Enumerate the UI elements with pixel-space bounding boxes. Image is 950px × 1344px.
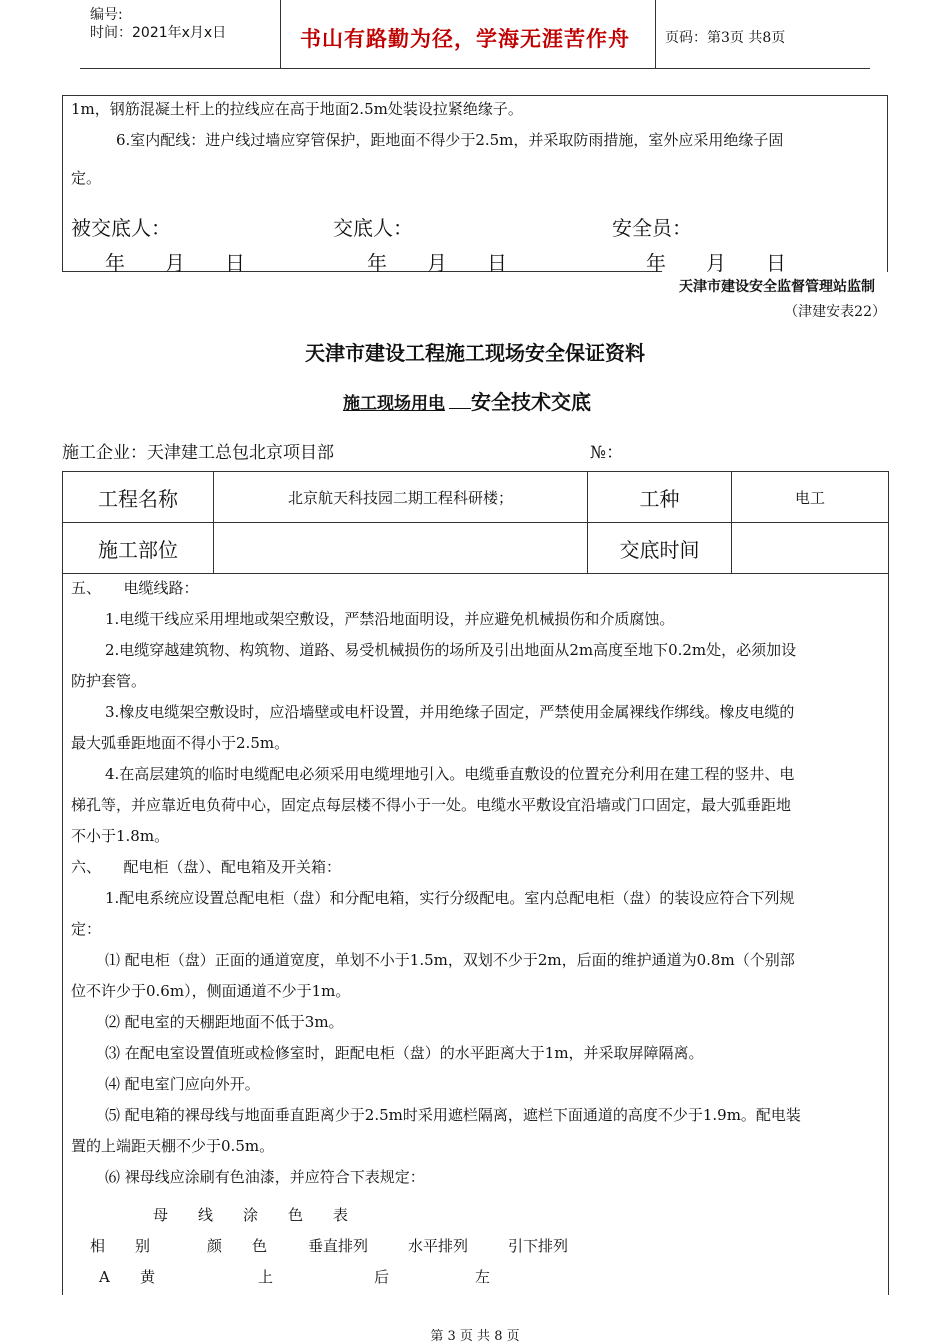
col-phase: 相 别 <box>90 1237 151 1255</box>
row-a-phase: A <box>99 1268 110 1286</box>
header-divider <box>280 0 281 68</box>
cable-item-2: 2.电缆穿越建筑物、构筑物、道路、易受机械损伤的场所及引出地面从2m高度至地下0.2m处，必须加设 <box>105 641 797 659</box>
sub-item-1-cont: 位不许少于0.6m），侧面通道不少于1m。 <box>71 982 351 1000</box>
giver-date: 年 月 日 <box>367 251 507 275</box>
indoor-wiring-line: 6.室内配线：进户线过墙应穿管保护，距地面不得少于2.5m，并采取防雨措施，室外应采用绝缘子固 <box>116 131 784 149</box>
sub-item-4: ⑷ 配电室门应向外开。 <box>105 1075 260 1093</box>
cable-item-4: 4.在高层建筑的临时电缆配电必须采用电缆埋地引入。电缆垂直敷设的位置充分利用在建工程的竖井、电 <box>105 765 795 783</box>
page-info: 页码：第3页 共8页 <box>665 30 786 46</box>
content-text <box>71 573 879 1193</box>
location-value <box>214 523 588 574</box>
sub-item-3: ⑶ 在配电室设置值班或检修室时，距配电柜（盘）的水平距离大于1m，并采取屏障隔离。 <box>105 1044 704 1062</box>
cable-item-3-cont: 最大弧垂距地面不得小于2.5m。 <box>71 734 290 752</box>
col-color: 颜 色 <box>207 1237 268 1255</box>
sub-item-1: ⑴ 配电柜（盘）正面的通道宽度，单划不小于1.5m，双划不少于2m，后面的维护通道为0.8m（个别部 <box>105 951 795 969</box>
project-info-table <box>62 471 889 574</box>
trade-label: 工种 <box>588 472 732 523</box>
receiver-label: 被交底人： <box>71 216 171 240</box>
section-5-title: 五、 电缆线路： <box>71 579 199 597</box>
col-down: 引下排列 <box>508 1237 569 1255</box>
safety-officer-label: 安全员： <box>612 216 692 240</box>
col-horizontal: 水平排列 <box>408 1237 469 1255</box>
header-rule <box>80 68 870 69</box>
trade-value: 电工 <box>732 472 889 523</box>
date-label: 交底时间 <box>588 523 732 574</box>
header-divider <box>655 0 656 68</box>
table-row <box>63 523 889 574</box>
project-name-value: 北京航天科技园二期工程科研楼； <box>214 472 588 523</box>
continuation-line: 1m，钢筋混凝土杆上的拉线应在高于地面2.5m处装设拉紧绝缘子。 <box>71 100 523 118</box>
giver-label: 交底人： <box>333 216 413 240</box>
supervisor-note: 天津市建设安全监督管理站监制 <box>679 279 875 295</box>
time-label: 时间：2021年x月x日 <box>90 25 227 41</box>
subtitle-underlined: 施工现场用电 <box>343 394 445 414</box>
cable-item-3: 3.橡皮电缆架空敷设时，应沿墙壁或电杆设置，并用绝缘子固定，严禁使用金属裸线作绑线。橡皮电缆的 <box>105 703 795 721</box>
company-label: 施工企业：天津建工总包北京项目部 <box>62 443 334 463</box>
subtitle-underline-gap <box>449 394 471 409</box>
project-name-label: 工程名称 <box>63 472 214 523</box>
document-title: 天津市建设工程施工现场安全保证资料 <box>305 341 645 365</box>
number-label: 编号: <box>90 7 123 23</box>
location-label: 施工部位 <box>63 523 214 574</box>
number-sign: №： <box>590 443 624 463</box>
document-subtitle <box>333 386 591 415</box>
col-vertical: 垂直排列 <box>308 1237 369 1255</box>
receiver-date: 年 月 日 <box>105 251 245 275</box>
sub-item-5-cont: 置的上端距天棚不少于0.5m。 <box>71 1137 275 1155</box>
safety-officer-date: 年 月 日 <box>646 251 786 275</box>
color-table-title: 母 线 涂 色 表 <box>153 1206 349 1224</box>
motto: 书山有路勤为径，学海无涯苦作舟 <box>300 26 630 51</box>
row-a-down: 左 <box>475 1268 491 1286</box>
form-number: （津建安表22） <box>784 304 886 320</box>
row-a-horizontal: 后 <box>374 1268 390 1286</box>
distribution-item-1-cont: 定： <box>71 920 102 938</box>
distribution-item-1: 1.配电系统应设置总配电柜（盘）和分配电箱，实行分级配电。室内总配电柜（盘）的装设应符合下列规 <box>105 889 795 907</box>
sub-item-2: ⑵ 配电室的天棚距地面不低于3m。 <box>105 1013 344 1031</box>
sub-item-5: ⑸ 配电箱的裸母线与地面垂直距离少于2.5m时采用遮栏隔离，遮栏下面通道的高度不少于1.9m。配电装 <box>105 1106 801 1124</box>
subtitle-rest: 安全技术交底 <box>471 390 591 414</box>
indoor-wiring-line-end: 定。 <box>71 169 102 187</box>
cable-item-2-cont: 防护套管。 <box>71 672 147 690</box>
section-6-title: 六、 配电柜（盘）、配电箱及开关箱： <box>71 858 342 876</box>
table-row <box>63 472 889 523</box>
cable-item-1: 1.电缆干线应采用埋地或架空敷设，严禁沿地面明设，并应避免机械损伤和介质腐蚀。 <box>105 610 675 628</box>
cable-item-4-cont: 梯孔等，并应靠近电负荷中心，固定点每层楼不得小于一处。电缆水平敷设宜沿墙或门口固定，最大弧垂距地 <box>71 796 792 814</box>
sub-item-6: ⑹ 裸母线应涂刷有色油漆，并应符合下表规定： <box>105 1168 425 1186</box>
page-footer: 第 3 页 共 8 页 <box>430 1329 520 1344</box>
row-a-vertical: 上 <box>258 1268 274 1286</box>
row-a-color: 黄 <box>140 1268 156 1286</box>
date-value <box>732 523 889 574</box>
cable-item-4-end: 不小于1.8m。 <box>71 827 170 845</box>
